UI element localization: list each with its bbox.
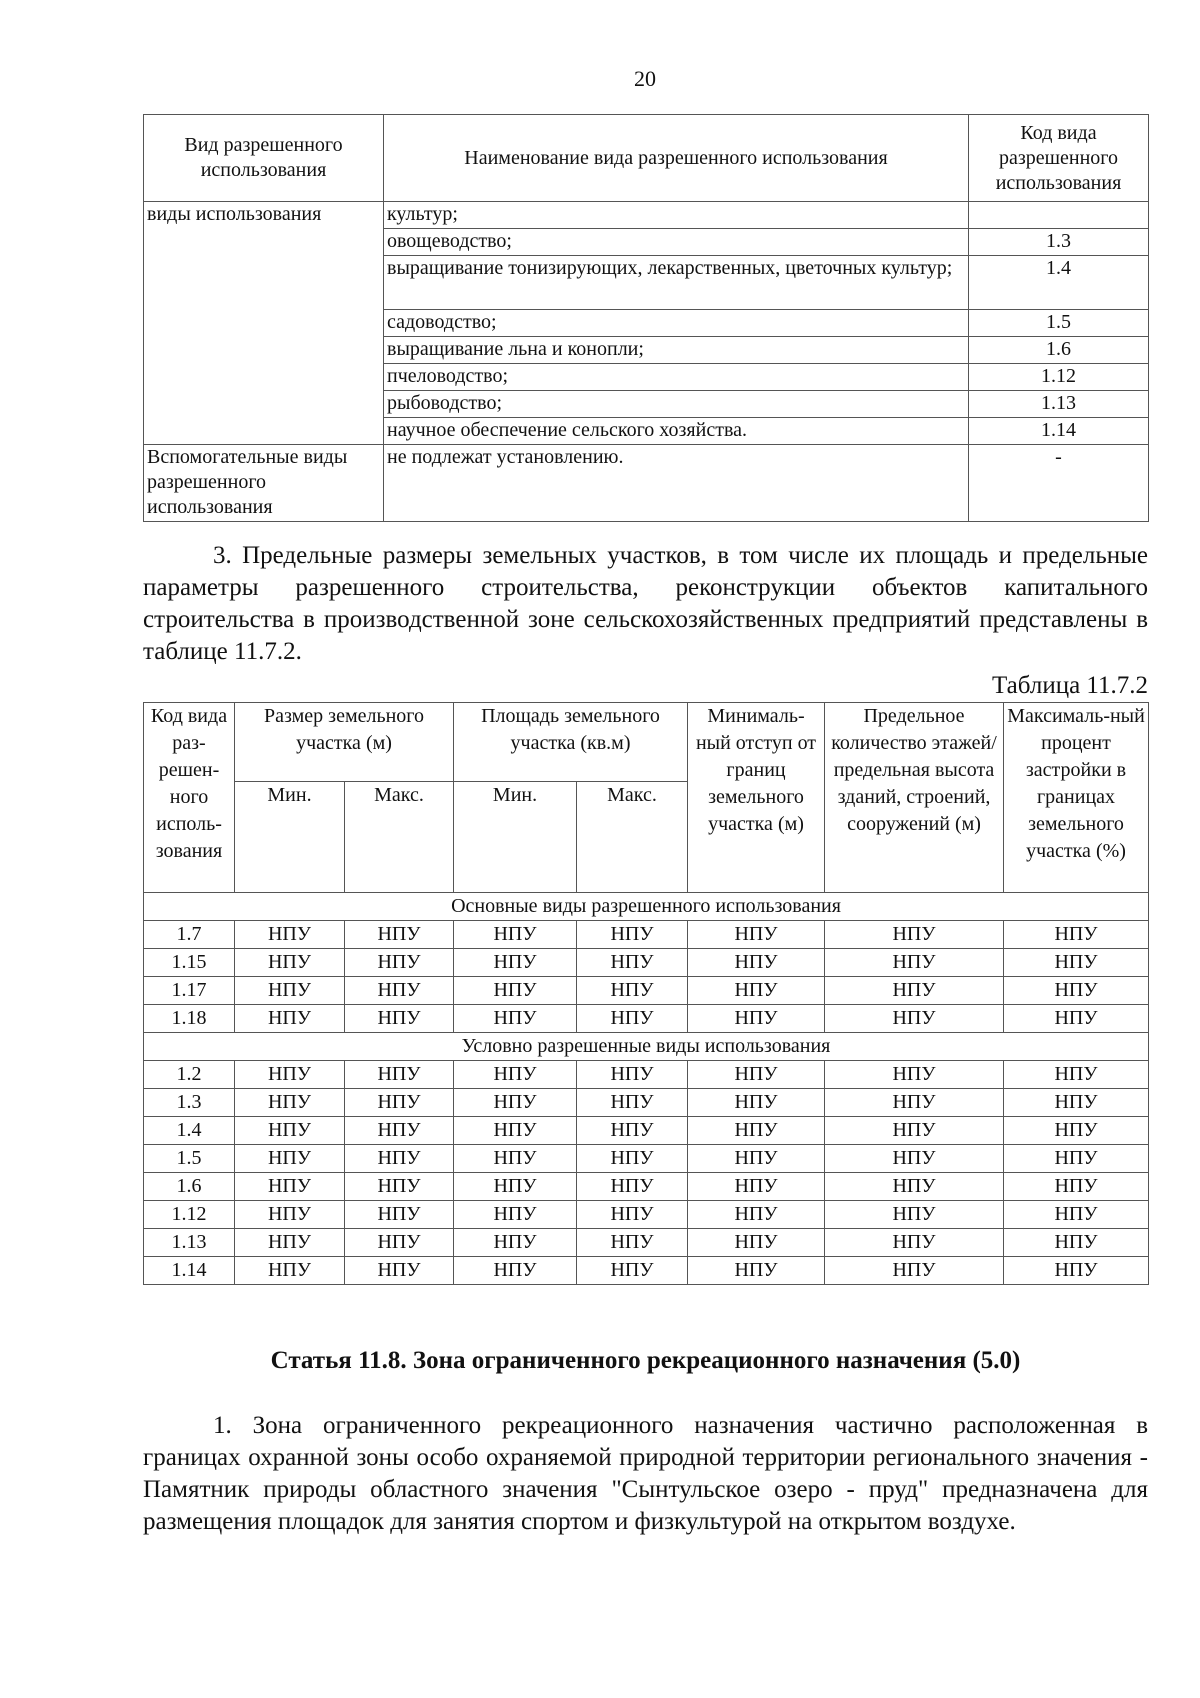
row-value: НПУ	[688, 1201, 825, 1229]
group-label: Вспомогательные виды разрешенного использования	[144, 445, 384, 522]
table-caption: Таблица 11.7.2	[992, 672, 1148, 699]
use-name: рыбоводство;	[384, 391, 969, 418]
row-value: НПУ	[1004, 1089, 1149, 1117]
row-value: НПУ	[454, 1201, 577, 1229]
row-value: НПУ	[235, 1257, 345, 1285]
row-code: 1.5	[144, 1145, 235, 1173]
row-value: НПУ	[577, 1061, 688, 1089]
row-code: 1.14	[144, 1257, 235, 1285]
section1-body	[144, 921, 1149, 1033]
row-value: НПУ	[454, 1089, 577, 1117]
use-name: выращивание тонизирующих, лекарственных, цветочных культур;	[384, 256, 969, 310]
use-name: не подлежат установлению.	[384, 445, 969, 522]
row-value: НПУ	[577, 1089, 688, 1117]
row-value: НПУ	[577, 1145, 688, 1173]
group-label: виды использования	[144, 202, 384, 445]
row-value: НПУ	[454, 1061, 577, 1089]
header-size-max: Макс.	[345, 782, 454, 893]
row-value: НПУ	[345, 1061, 454, 1089]
row-value: НПУ	[825, 1145, 1004, 1173]
row-value: НПУ	[235, 1061, 345, 1089]
permitted-use-table	[143, 114, 1149, 522]
row-value: НПУ	[1004, 977, 1149, 1005]
page-number: 20	[634, 66, 656, 91]
row-value: НПУ	[825, 1173, 1004, 1201]
row-value: НПУ	[235, 1173, 345, 1201]
row-value: НПУ	[688, 1145, 825, 1173]
header-coverage: Максималь-ный процент застройки в границах земельного участка (%)	[1004, 703, 1149, 893]
row-value: НПУ	[825, 977, 1004, 1005]
row-value: НПУ	[345, 1201, 454, 1229]
row-value: НПУ	[577, 1005, 688, 1033]
row-value: НПУ	[345, 1145, 454, 1173]
use-code: 1.4	[969, 256, 1149, 310]
row-value: НПУ	[577, 977, 688, 1005]
section2-body	[144, 1061, 1149, 1285]
table-row	[144, 1173, 1149, 1201]
row-value: НПУ	[825, 1229, 1004, 1257]
use-name: научное обеспечение сельского хозяйства.	[384, 418, 969, 445]
row-value: НПУ	[1004, 1117, 1149, 1145]
row-value: НПУ	[577, 1173, 688, 1201]
use-code: 1.12	[969, 364, 1149, 391]
row-value: НПУ	[1004, 1145, 1149, 1173]
row-value: НПУ	[825, 1201, 1004, 1229]
row-value: НПУ	[454, 1117, 577, 1145]
use-code: 1.3	[969, 229, 1149, 256]
table-header-row	[144, 115, 1149, 202]
use-name: овощеводство;	[384, 229, 969, 256]
row-value: НПУ	[454, 1145, 577, 1173]
header-area: Площадь земельного участка (кв.м)	[454, 703, 688, 782]
header-use-type: Вид разрешенного использования	[144, 115, 384, 202]
row-code: 1.4	[144, 1117, 235, 1145]
header-area-max: Макс.	[577, 782, 688, 893]
row-value: НПУ	[577, 921, 688, 949]
row-value: НПУ	[577, 1117, 688, 1145]
row-value: НПУ	[825, 949, 1004, 977]
row-value: НПУ	[688, 1061, 825, 1089]
land-parameters-table	[143, 702, 1149, 1285]
table-row	[144, 202, 1149, 229]
row-value: НПУ	[825, 1257, 1004, 1285]
row-value: НПУ	[235, 977, 345, 1005]
row-value: НПУ	[577, 1201, 688, 1229]
row-value: НПУ	[345, 1005, 454, 1033]
paragraph-3: 3. Предельные размеры земельных участков, в том числе их площадь и предельные параметры разрешенного строительства, реконструкции объектов капитального строительства в производственной зоне сельскохозяйственных предприятий представлены в таблице 11.7.2.	[143, 542, 1148, 665]
row-value: НПУ	[688, 1257, 825, 1285]
row-value: НПУ	[1004, 1229, 1149, 1257]
row-code: 1.12	[144, 1201, 235, 1229]
row-value: НПУ	[688, 1117, 825, 1145]
row-value: НПУ	[825, 1117, 1004, 1145]
use-name: садоводство;	[384, 310, 969, 337]
table-row	[144, 1061, 1149, 1089]
header-floors: Предельное количество этажей/ предельная высота зданий, строений, сооружений (м)	[825, 703, 1004, 893]
header-size: Размер земельного участка (м)	[235, 703, 454, 782]
use-name: культур;	[384, 202, 969, 229]
row-value: НПУ	[825, 1005, 1004, 1033]
header-code: Код вида раз-решен-ного исполь-зования	[144, 703, 235, 893]
row-value: НПУ	[825, 1061, 1004, 1089]
use-code: 1.14	[969, 418, 1149, 445]
row-value: НПУ	[235, 1117, 345, 1145]
row-value: НПУ	[688, 1229, 825, 1257]
row-value: НПУ	[454, 1005, 577, 1033]
header-use-code: Код вида разрешенного использования	[969, 115, 1149, 202]
row-value: НПУ	[577, 1229, 688, 1257]
table-row	[144, 977, 1149, 1005]
table-header-row	[144, 703, 1149, 782]
row-code: 1.17	[144, 977, 235, 1005]
row-value: НПУ	[454, 1257, 577, 1285]
row-value: НПУ	[454, 949, 577, 977]
row-value: НПУ	[825, 1089, 1004, 1117]
row-value: НПУ	[345, 949, 454, 977]
use-code: 1.5	[969, 310, 1149, 337]
use-code: 1.13	[969, 391, 1149, 418]
table-row	[144, 1117, 1149, 1145]
row-code: 1.15	[144, 949, 235, 977]
row-value: НПУ	[688, 977, 825, 1005]
table-row	[144, 1201, 1149, 1229]
section-row	[144, 1033, 1149, 1061]
row-value: НПУ	[1004, 1201, 1149, 1229]
row-value: НПУ	[235, 1201, 345, 1229]
row-value: НПУ	[577, 1257, 688, 1285]
row-code: 1.3	[144, 1089, 235, 1117]
row-value: НПУ	[1004, 1257, 1149, 1285]
row-value: НПУ	[235, 1145, 345, 1173]
header-setback: Минималь-ный отступ от границ земельного участка (м)	[688, 703, 825, 893]
row-value: НПУ	[345, 1229, 454, 1257]
row-value: НПУ	[688, 1173, 825, 1201]
row-value: НПУ	[235, 1229, 345, 1257]
row-value: НПУ	[688, 1089, 825, 1117]
header-size-min: Мин.	[235, 782, 345, 893]
table-row	[144, 1229, 1149, 1257]
row-code: 1.6	[144, 1173, 235, 1201]
row-code: 1.18	[144, 1005, 235, 1033]
row-value: НПУ	[1004, 1173, 1149, 1201]
row-value: НПУ	[454, 921, 577, 949]
row-value: НПУ	[1004, 949, 1149, 977]
row-value: НПУ	[1004, 921, 1149, 949]
row-value: НПУ	[825, 921, 1004, 949]
row-value: НПУ	[345, 1089, 454, 1117]
use-code: -	[969, 445, 1149, 522]
row-value: НПУ	[454, 977, 577, 1005]
header-use-name: Наименование вида разрешенного использования	[384, 115, 969, 202]
row-value: НПУ	[235, 921, 345, 949]
row-value: НПУ	[1004, 1061, 1149, 1089]
header-area-min: Мин.	[454, 782, 577, 893]
section-title-main: Основные виды разрешенного использования	[144, 893, 1149, 921]
row-value: НПУ	[345, 1257, 454, 1285]
table-row	[144, 445, 1149, 522]
row-value: НПУ	[345, 977, 454, 1005]
row-value: НПУ	[235, 1089, 345, 1117]
row-value: НПУ	[345, 1117, 454, 1145]
row-code: 1.7	[144, 921, 235, 949]
row-value: НПУ	[688, 949, 825, 977]
table-row	[144, 949, 1149, 977]
row-value: НПУ	[235, 949, 345, 977]
row-code: 1.2	[144, 1061, 235, 1089]
table-row	[144, 1089, 1149, 1117]
table-row	[144, 1005, 1149, 1033]
row-code: 1.13	[144, 1229, 235, 1257]
row-value: НПУ	[345, 921, 454, 949]
article-heading: Статья 11.8. Зона ограниченного рекреационного назначения (5.0)	[270, 1347, 1021, 1374]
table-row	[144, 921, 1149, 949]
row-value: НПУ	[345, 1173, 454, 1201]
table-row	[144, 1145, 1149, 1173]
use-code	[969, 202, 1149, 229]
use-name: пчеловодство;	[384, 364, 969, 391]
row-value: НПУ	[577, 949, 688, 977]
row-value: НПУ	[1004, 1005, 1149, 1033]
row-value: НПУ	[235, 1005, 345, 1033]
paragraph-article-1: 1. Зона ограниченного рекреационного назначения частично расположенная в границах охранной зоны особо охраняемой природной территории регионального значения - Памятник природы областного значения "Сынтульское озеро - пруд" предназначена для размещения площадок для занятия спортом и физкультурой на открытом воздухе.	[143, 1412, 1148, 1535]
table-row	[144, 1257, 1149, 1285]
section-title-conditional: Условно разрешенные виды использования	[144, 1033, 1149, 1061]
row-value: НПУ	[454, 1229, 577, 1257]
use-name: выращивание льна и конопли;	[384, 337, 969, 364]
section-row	[144, 893, 1149, 921]
use-code: 1.6	[969, 337, 1149, 364]
row-value: НПУ	[688, 1005, 825, 1033]
row-value: НПУ	[454, 1173, 577, 1201]
row-value: НПУ	[688, 921, 825, 949]
